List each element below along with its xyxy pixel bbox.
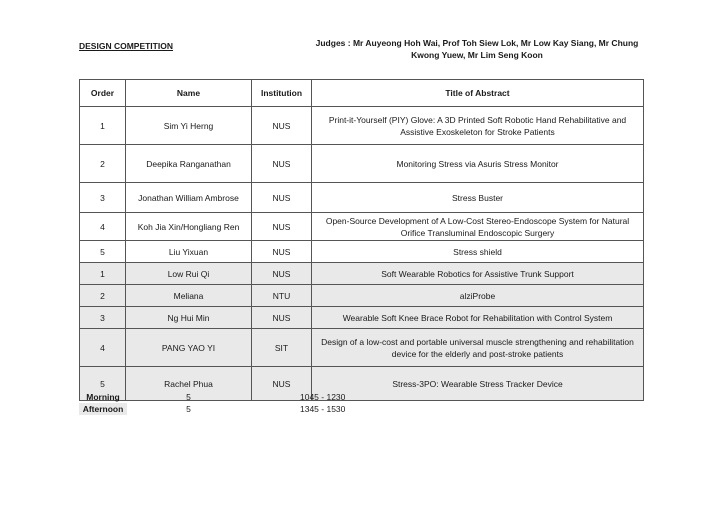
schedule-row [79,391,380,403]
cell-order: 4 [80,213,126,241]
cell-institution: NUS [252,145,312,183]
cell-institution: NUS [252,307,312,329]
cell-order: 4 [80,329,126,367]
table-row [80,107,644,145]
session-label: Morning [86,392,120,402]
cell-institution: NUS [252,241,312,263]
cell-institution: NUS [252,183,312,213]
cell-title: alziProbe [312,285,644,307]
cell-institution: NUS [252,213,312,241]
session-time: 1345 - 1530 [300,404,346,414]
cell-order: 2 [80,285,126,307]
cell-institution: NUS [252,107,312,145]
cell-title: Print-it-Yourself (PIY) Glove: A 3D Printed Soft Robotic Hand Rehabilitative and Assistive Exoskeleton for Stroke Patients [312,107,644,145]
cell-name: Low Rui Qi [126,263,252,285]
cell-title: Soft Wearable Robotics for Assistive Trunk Support [312,263,644,285]
table-row [80,145,644,183]
session-label: Afternoon [79,403,127,415]
session-count: 5 [186,404,191,414]
judges-list: Judges : Mr Auyeong Hoh Wai, Prof Toh Siew Lok, Mr Low Kay Siang, Mr Chung Kwong Yuew, Mr Lim Seng Koon [315,38,639,60]
schedule-row [79,403,380,415]
cell-name: Ng Hui Min [126,307,252,329]
page-title: DESIGN COMPETITION [79,41,173,51]
cell-title: Stress Buster [312,183,644,213]
header-title: Title of Abstract [312,80,644,107]
cell-order: 3 [80,307,126,329]
header-order: Order [80,80,126,107]
table-row [80,241,644,263]
header-name: Name [126,80,252,107]
cell-title: Wearable Soft Knee Brace Robot for Rehabilitation with Control System [312,307,644,329]
cell-title: Open-Source Development of A Low-Cost Stereo-Endoscope System for Natural Orifice Transluminal Endoscopic Surgery [312,213,644,241]
cell-order: 5 [80,241,126,263]
cell-name: Koh Jia Xin/Hongliang Ren [126,213,252,241]
table-row [80,183,644,213]
table-row [80,213,644,241]
cell-name: Meliana [126,285,252,307]
cell-title: Stress-3PO: Wearable Stress Tracker Device [312,367,644,401]
session-count: 5 [186,392,191,402]
table-row [80,329,644,367]
cell-institution: SIT [252,329,312,367]
table-row [80,285,644,307]
table-header-row [80,80,644,107]
cell-title: Stress shield [312,241,644,263]
session-time: 1045 - 1230 [300,392,346,402]
cell-name: Jonathan William Ambrose [126,183,252,213]
table-row [80,263,644,285]
session-schedule [79,391,380,415]
cell-name: Sim Yi Herng [126,107,252,145]
cell-title: Monitoring Stress via Asuris Stress Monitor [312,145,644,183]
cell-name: Deepika Ranganathan [126,145,252,183]
competition-table [79,79,644,401]
cell-order: 1 [80,107,126,145]
cell-order: 1 [80,263,126,285]
cell-order: 3 [80,183,126,213]
cell-name: PANG YAO YI [126,329,252,367]
table-row [80,307,644,329]
cell-order: 2 [80,145,126,183]
cell-order: 5 [80,367,126,401]
cell-name: Rachel Phua [126,367,252,401]
cell-institution: NTU [252,285,312,307]
header-institution: Institution [252,80,312,107]
cell-institution: NUS [252,263,312,285]
cell-institution: NUS [252,367,312,401]
cell-title: Design of a low-cost and portable universal muscle strengthening and rehabilitation device for the elderly and post-stroke patients [312,329,644,367]
cell-name: Liu Yixuan [126,241,252,263]
